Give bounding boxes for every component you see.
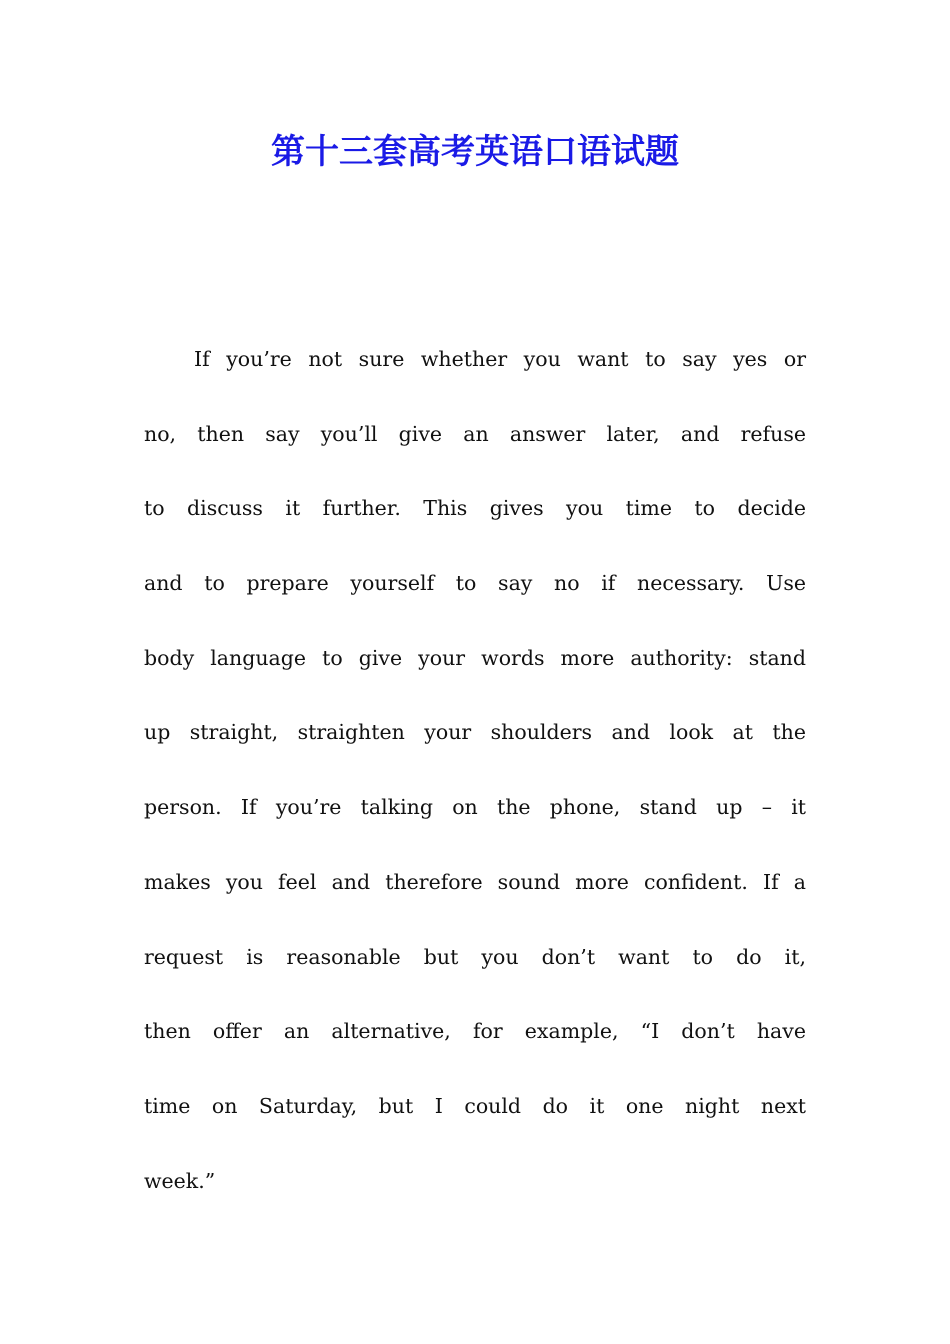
paragraph (144, 322, 806, 1218)
paragraph-line: time on Saturday, but I could do it one night next (144, 1093, 806, 1118)
paragraph-line: no, then say you’ll give an answer later, and refuse (144, 421, 806, 446)
paragraph-line: person. If you’re talking on the phone, stand up – it (144, 795, 806, 820)
document-title: 第十三套高考英语口语试题 (271, 132, 679, 172)
paragraph-line: then offer an alternative, for example, “I don’t have (144, 1019, 806, 1044)
paragraph-line: makes you feel and therefore sound more confident. If a (144, 869, 806, 894)
paragraph-line: up straight, straighten your shoulders and look at the (144, 720, 806, 745)
paragraph-line: If you’re not sure whether you want to say yes or (194, 347, 806, 371)
paragraph-line: body language to give your words more authority: stand (144, 645, 806, 670)
paragraph-line: to discuss it further. This gives you time to decide (144, 496, 806, 521)
paragraph-line: week.” (144, 1168, 216, 1193)
paragraph-line: request is reasonable but you don’t want to do it, (144, 944, 806, 969)
paragraph-line: and to prepare yourself to say no if necessary. Use (144, 571, 806, 596)
